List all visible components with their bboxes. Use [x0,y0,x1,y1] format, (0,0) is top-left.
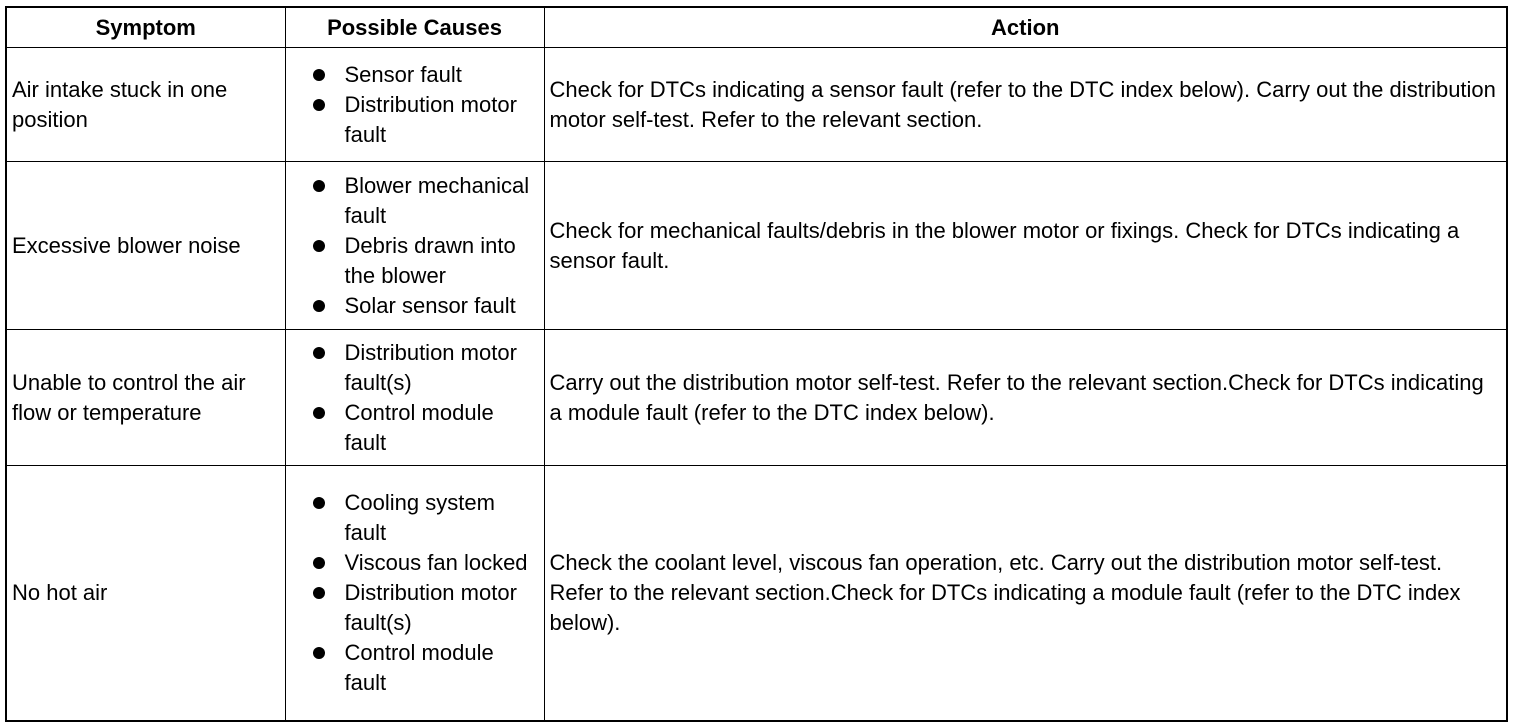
symptom-cell: Unable to control the air flow or temperature [6,330,285,466]
symptom-cell: Excessive blower noise [6,162,285,330]
causes-list [291,60,541,150]
table-row [6,466,1507,721]
cause-text: Distribution motor fault(s) [344,339,517,395]
cause-text: Sensor fault [344,61,462,87]
action-cell: Check for mechanical faults/debris in the blower motor or fixings. Check for DTCs indicating a sensor fault. [544,162,1507,330]
cause-text: Distribution motor fault(s) [344,579,517,635]
bullet-icon [313,69,325,81]
action-cell: Carry out the distribution motor self-test. Refer to the relevant section.Check for DTCs indicating a module fault (refer to the DTC index below). [544,330,1507,466]
table-row [6,330,1507,466]
causes-list [291,338,541,458]
cause-item [313,291,541,321]
cause-text: Control module fault [344,639,494,695]
bullet-icon [313,407,325,419]
cause-text: Control module fault [344,399,494,455]
cause-item [313,90,541,150]
bullet-icon [313,347,325,359]
cause-text: Viscous fan locked [344,549,528,575]
cause-item [313,171,541,231]
cause-item [313,638,541,698]
bullet-icon [313,180,325,192]
causes-list [291,488,541,698]
cause-text: Solar sensor fault [344,292,516,318]
action-cell: Check the coolant level, viscous fan operation, etc. Carry out the distribution motor self-test. Refer to the relevant section.Check for DTCs indicating a module fault (refer to the DTC index below). [544,466,1507,721]
bullet-icon [313,647,325,659]
table-row [6,162,1507,330]
bullet-icon [313,99,325,111]
action-cell: Check for DTCs indicating a sensor fault (refer to the DTC index below). Carry out the distribution motor self-test. Refer to the relevant section. [544,48,1507,162]
bullet-icon [313,587,325,599]
header-action: Action [544,7,1507,48]
causes-list [291,171,541,321]
cause-item [313,60,541,90]
causes-cell [285,162,544,330]
bullet-icon [313,497,325,509]
cause-item [313,548,541,578]
symptom-table [5,6,1508,722]
table-row [6,48,1507,162]
bullet-icon [313,240,325,252]
causes-cell [285,466,544,721]
header-row [6,7,1507,48]
cause-text: Blower mechanical fault [344,172,530,228]
cause-text: Debris drawn into the blower [344,232,516,288]
cause-item [313,231,541,291]
cause-item [313,398,541,458]
symptom-cell: No hot air [6,466,285,721]
cause-text: Distribution motor fault [344,91,517,147]
cause-item [313,338,541,398]
causes-cell [285,48,544,162]
header-symptom: Symptom [6,7,285,48]
cause-text: Cooling system fault [344,489,495,545]
bullet-icon [313,557,325,569]
causes-cell [285,330,544,466]
symptom-cell: Air intake stuck in one position [6,48,285,162]
bullet-icon [313,300,325,312]
cause-item [313,578,541,638]
cause-item [313,488,541,548]
header-possible-causes: Possible Causes [285,7,544,48]
